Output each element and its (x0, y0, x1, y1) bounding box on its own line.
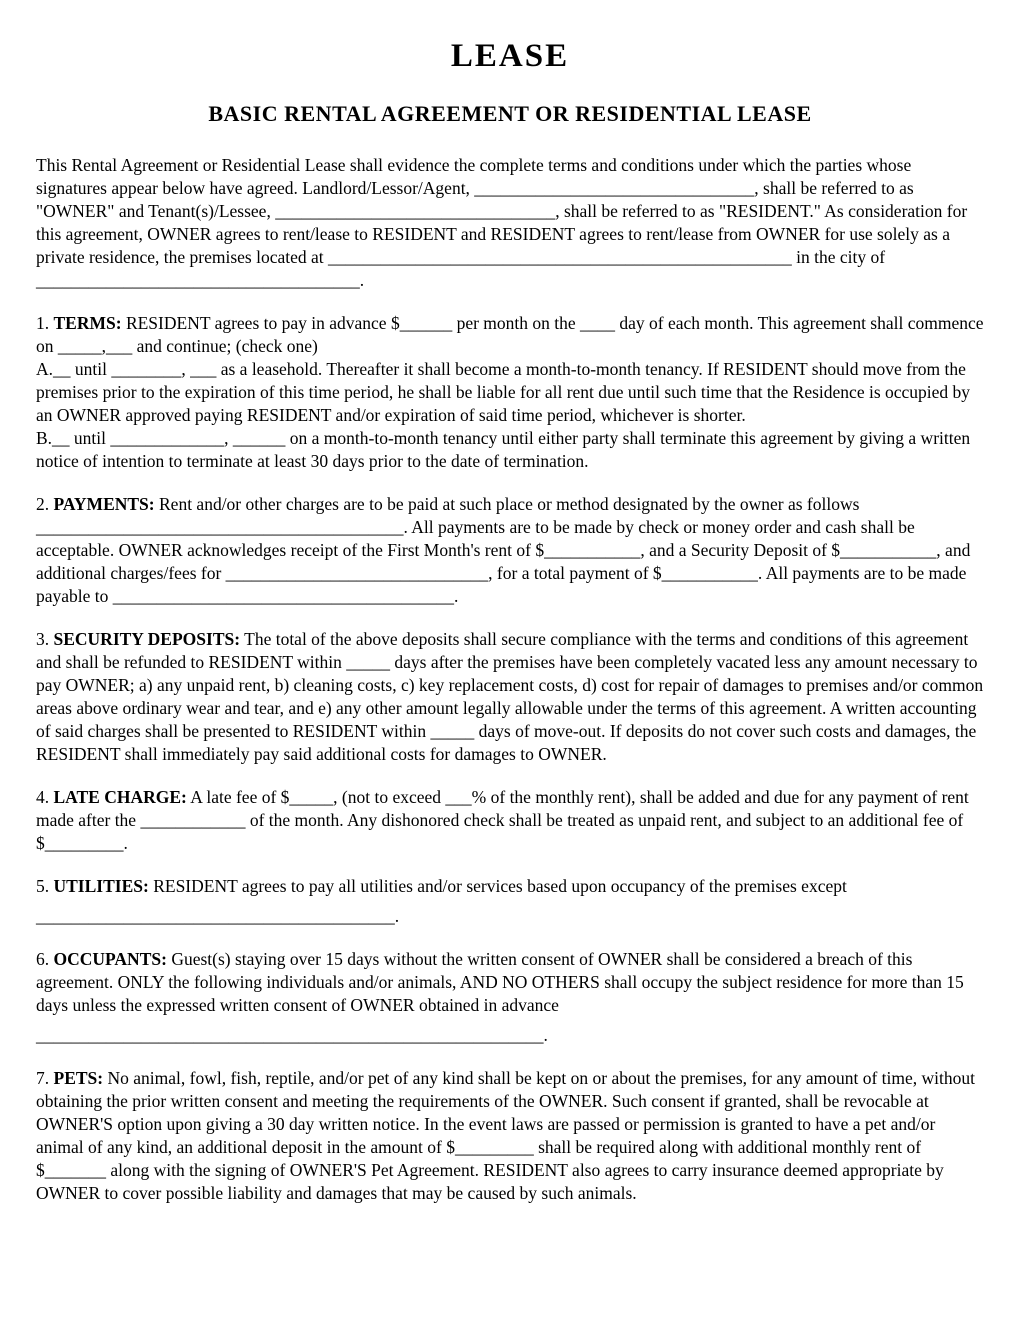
section-heading: PAYMENTS: (53, 494, 155, 514)
section-number: 5. (36, 876, 50, 896)
section-heading: OCCUPANTS: (53, 949, 167, 969)
section-heading: TERMS: (53, 313, 122, 333)
intro-paragraph: This Rental Agreement or Residential Lease shall evidence the complete terms and conditions under which the parties whose signatures appear below have agreed. Landlord/Lessor/Agent, ________________________________, shall be referred to as "OWNER" and Tenant(s)/Lessee, ________________________________, shall be referred to as "RESIDENT." As consideration for this agreement, OWNER agrees to rent/lease to RESIDENT and RESIDENT agrees to rent/lease from OWNER for use solely as a private residence, the premises located at _____________________________________________________ in the city of _____________________________________. (36, 155, 968, 290)
section-number: 1. (36, 313, 50, 333)
page-subtitle: BASIC RENTAL AGREEMENT OR RESIDENTIAL LEASE (208, 101, 812, 126)
section-text: No animal, fowl, fish, reptile, and/or pet of any kind shall be kept on or about the premises, for any amount of time, without obtaining the prior written consent and meeting the requirements of the OWNER. Such consent if granted, shall be revocable at OWNER'S option upon giving a 30 day written notice. In the event laws are passed or permission is granted to have a pet and/or animal of any kind, an additional deposit in the amount of $_________ shall be required along with additional monthly rent of $_______ along with the signing of OWNER'S Pet Agreement. RESIDENT also agrees to carry insurance deemed appropriate by OWNER to cover possible liability and damages that may be caused by such animals. (36, 1068, 975, 1203)
section-text: RESIDENT agrees to pay in advance $______ per month on the ____ day of each month. This agreement shall commence on _____,___ and continue; (check one) (36, 313, 984, 356)
section-text: The total of the above deposits shall secure compliance with the terms and conditions of this agreement and shall be refunded to RESIDENT within _____ days after the premises have been completely vacated less any amount necessary to pay OWNER; a) any unpaid rent, b) cleaning costs, c) key replacement costs, d) cost for repair of damages to premises and/or common areas above ordinary wear and tear, and e) any other amount legally allowable under the terms of this agreement. A written accounting of said charges shall be presented to RESIDENT within _____ days of move-out. If deposits do not cover such costs and damages, the RESIDENT shall immediately pay said additional costs for damages to OWNER. (36, 629, 984, 764)
page-title: LEASE (450, 38, 570, 74)
section-paragraph (36, 786, 984, 855)
section-late-charge (36, 786, 984, 855)
section-number: 7. (36, 1068, 50, 1088)
section-number: 6. (36, 949, 50, 969)
section-paragraph (36, 628, 984, 766)
section-heading: LATE CHARGE: (53, 787, 187, 807)
blank-line: __________________________________________________________. (36, 1025, 548, 1045)
section-paragraph (36, 875, 984, 898)
section-paragraph-option-a: A.__ until ________, ___ as a leasehold. Thereafter it shall become a month-to-month tenancy. If RESIDENT should move from the premises prior to the expiration of this time period, he shall be liable for all rent due until such time that the Residence is occupied by an OWNER approved paying RESIDENT and/or expiration of said time period, whichever is shorter. (36, 359, 971, 425)
section-number: 4. (36, 787, 50, 807)
section-terms (36, 312, 984, 473)
section-paragraph (36, 493, 984, 608)
section-number: 2. (36, 494, 50, 514)
blank-line: _________________________________________. (36, 906, 400, 926)
section-text: A late fee of $_____, (not to exceed ___% of the monthly rent), shall be added and due for any payment of rent made after the ____________ of the month. Any dishonored check shall be treated as unpaid rent, and subject to an additional fee of $_________. (36, 787, 969, 853)
section-occupants (36, 948, 984, 1047)
section-heading: PETS: (53, 1068, 104, 1088)
section-text: Guest(s) staying over 15 days without the written consent of OWNER shall be considered a breach of this agreement. ONLY the following individuals and/or animals, AND NO OTHERS shall occupy the subject residence for more than 15 days unless the expressed written consent of OWNER obtained in advance (36, 949, 964, 1015)
section-number: 3. (36, 629, 50, 649)
section-paragraph (36, 1067, 984, 1205)
section-payments (36, 493, 984, 608)
section-security-deposits (36, 628, 984, 766)
section-text: Rent and/or other charges are to be paid at such place or method designated by the owner as follows __________________________________________. All payments are to be made by check or money order and cash shall be acceptable. OWNER acknowledges receipt of the First Month's rent of $___________, and a Security Deposit of $___________, and additional charges/fees for ______________________________, for a total payment of $___________. All payments are to be made payable to _______________________________________. (36, 494, 971, 606)
section-pets (36, 1067, 984, 1205)
section-utilities (36, 875, 984, 928)
section-heading: UTILITIES: (53, 876, 149, 896)
section-paragraph (36, 312, 984, 358)
section-paragraph (36, 948, 984, 1017)
section-paragraph-option-b: B.__ until _____________, ______ on a month-to-month tenancy until either party shall terminate this agreement by giving a written notice of intention to terminate at least 30 days prior to the date of termination. (36, 428, 971, 471)
section-text: RESIDENT agrees to pay all utilities and/or services based upon occupancy of the premises except (153, 876, 847, 896)
section-heading: SECURITY DEPOSITS: (53, 629, 241, 649)
